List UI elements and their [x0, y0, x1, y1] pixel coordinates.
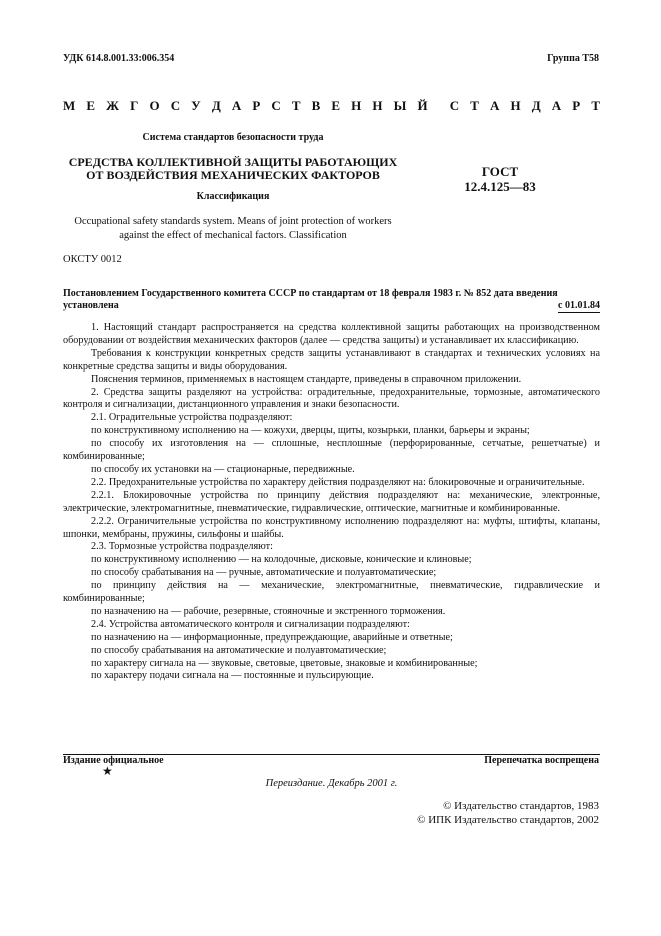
banner-letter: В [311, 98, 321, 113]
okstu-code: ОКСТУ 0012 [63, 254, 122, 265]
banner-letter: Е [86, 98, 96, 113]
paragraph: по характеру сигнала на — звуковые, световые, цветовые, знаковые и комбинированные; [91, 657, 478, 669]
paragraph: по принципу действия на — механические, электромагнитные, пневматические, гидравлические и комбинированные; [63, 580, 600, 605]
udk-code: УДК 614.8.001.33:006.354 [63, 53, 175, 64]
decree-established: установлена [63, 300, 119, 311]
banner-letter: Й [417, 98, 428, 113]
paragraph: по способу их изготовления на — сплошные, несплошные (перфорированные, сетчатые, решетчатые) и комбинированные; [63, 438, 600, 463]
banner-letter: Р [252, 98, 261, 113]
reissue-note: Переиздание. Декабрь 2001 г. [265, 778, 398, 789]
copyright-block [417, 799, 599, 827]
document-title [63, 156, 403, 182]
banner-letter: О [149, 98, 160, 113]
star-icon: ★ [102, 764, 113, 778]
paragraph: по способу их установки на — стационарные, передвижные. [91, 463, 355, 475]
banner-letter: Ы [393, 98, 407, 113]
gost-code: 12.4.125—83 [464, 179, 536, 194]
banner-letter: Ж [106, 98, 119, 113]
banner-letter: Н [351, 98, 362, 113]
effective-date: с 01.01.84 [558, 300, 600, 311]
banner-letter: А [231, 98, 242, 113]
paragraph: по способу срабатывания на — ручные, автоматические и полуавтоматические; [91, 567, 437, 579]
banner-letter: М [63, 98, 76, 113]
paragraph: Пояснения терминов, применяемых в настоящем стандарте, приведены в справочном приложении. [91, 373, 522, 385]
banner-letter: С [449, 98, 460, 113]
paragraph: 2. Средства защиты разделяют на устройства: оградительные, предохранительные, тормозные, автоматического контроля и сигнализации, дистанционного управления и знаки безопасности. [63, 386, 600, 411]
title-line: ОТ ВОЗДЕЙСТВИЯ МЕХАНИЧЕСКИХ ФАКТОРОВ [86, 168, 380, 182]
standards-system-title: Система стандартов безопасности труда [142, 132, 324, 143]
paragraph: по способу срабатывания на автоматические и полуавтоматические; [91, 644, 387, 656]
interstate-standard-banner [63, 98, 600, 114]
english-title [63, 215, 403, 243]
classification-subtitle: Классификация [196, 191, 270, 202]
paragraph: 2.2.2. Ограничительные устройства по конструктивному исполнению подразделяют на: муфты, штифты, клапаны, шпонки, мембраны, пружины, сильфоны и шайбы. [63, 515, 600, 540]
paragraph: 2.1. Оградительные устройства подразделяют: [91, 412, 293, 424]
document-body [63, 322, 600, 683]
paragraph: Требования к конструкции конкретных средств защиты устанавливают в стандартах и технических условиях на конкретные средства защиты и виды оборудования. [63, 347, 600, 372]
copyright-line: © ИПК Издательство стандартов, 2002 [417, 814, 599, 826]
paragraph: 2.2. Предохранительные устройства по характеру действия подразделяют на: блокировочные и ограничительные. [91, 476, 585, 488]
group-code: Группа Т58 [547, 53, 599, 64]
paragraph: 1. Настоящий стандарт распространяется на средства коллективной защиты работающих на производственном оборудовании от воздействия механических факторов (далее — средства защиты) и устанавливает их классификацию. [63, 322, 600, 346]
banner-letter: Е [331, 98, 341, 113]
banner-letter: Т [291, 98, 301, 113]
decree-statement [63, 288, 600, 313]
reprint-prohibited-label: Перепечатка воспрещена [484, 755, 599, 766]
banner-letter: С [271, 98, 281, 113]
paragraph: по характеру подачи сигнала на — постоянные и пульсирующие. [91, 670, 374, 682]
paragraph: 2.4. Устройства автоматического контроля и сигнализации подразделяют: [91, 618, 410, 630]
english-title-line: against the effect of mechanical factors. Classification [119, 230, 347, 241]
banner-letter: Н [372, 98, 383, 113]
paragraph: по конструктивному исполнению — на колодочные, дисковые, конические и клиновые; [91, 554, 472, 566]
copyright-line: © Издательство стандартов, 1983 [443, 800, 599, 812]
decree-line: Постановлением Государственного комитета СССР по стандартам от 18 февраля 1983 г. № 852 дата введения [63, 288, 558, 299]
paragraph: 2.3. Тормозные устройства подразделяют: [91, 541, 273, 553]
gost-number [440, 164, 560, 194]
banner-letter: А [551, 98, 562, 113]
gost-label: ГОСТ [481, 164, 519, 179]
title-line: СРЕДСТВА КОЛЛЕКТИВНОЙ ЗАЩИТЫ РАБОТАЮЩИХ [68, 155, 398, 169]
english-title-line: Occupational safety standards system. Means of joint protection of workers [74, 216, 392, 227]
banner-letter: Д [531, 98, 541, 113]
banner-letter: А [490, 98, 500, 113]
official-edition-label: Издание официальное [63, 755, 164, 766]
banner-letter: Т [470, 98, 479, 113]
banner-letter: Т [591, 98, 600, 113]
banner-letter: Н [510, 98, 521, 113]
paragraph: 2.2.1. Блокировочные устройства по принципу действия подразделяют на: механические, электронные, электрические, электромагнитные, пневматические, гидравлические, оптические, магнитные и комбинированные. [63, 489, 600, 514]
paragraph: по назначению на — информационные, предупреждающие, аварийные и ответные; [91, 631, 453, 643]
banner-letter: С [170, 98, 181, 113]
banner-letter: Р [572, 98, 581, 113]
banner-letter: Г [130, 98, 139, 113]
banner-letter: У [191, 98, 201, 113]
banner-letter: Д [211, 98, 221, 113]
paragraph: по конструктивному исполнению на — кожухи, дверцы, щиты, козырьки, планки, барьеры и экраны; [91, 425, 530, 437]
decree-line [63, 300, 600, 313]
paragraph: по назначению на — рабочие, резервные, стояночные и экстренного торможения. [91, 605, 446, 617]
